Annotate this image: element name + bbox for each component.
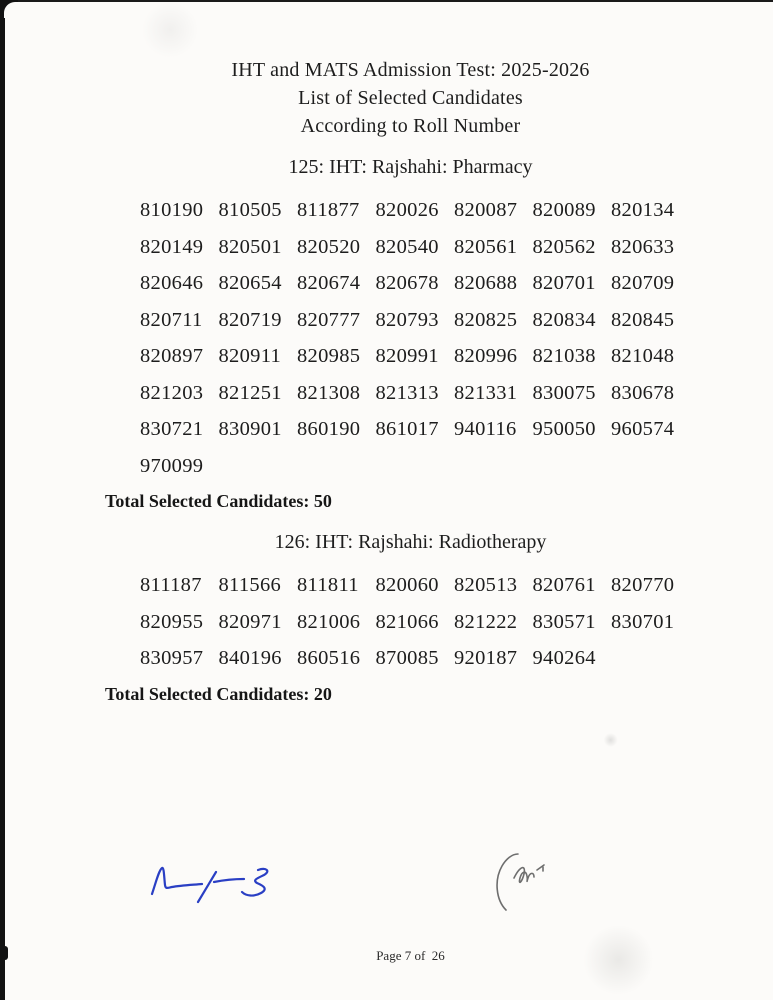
roll-number: 820777: [297, 308, 361, 331]
roll-number: 820825: [454, 308, 518, 331]
section-heading-radiotherapy: 126: IHT: Rajshahi: Radiotherapy: [274, 531, 547, 553]
roll-number: 830721: [140, 418, 204, 440]
roll-number: 820845: [611, 308, 675, 331]
roll-number: 811811: [297, 574, 359, 596]
roll-number: 811566: [218, 574, 282, 596]
roll-number: 820834: [532, 308, 596, 331]
roll-number: 820561: [454, 235, 518, 258]
roll-number: 820633: [611, 235, 675, 258]
page-number: Page 7 of 26: [376, 948, 445, 963]
roll-number: 811877: [297, 199, 360, 221]
roll-number: 821308: [297, 381, 361, 404]
page-rounded-corner: [4, 2, 20, 18]
roll-number: 820520: [297, 235, 361, 258]
total-selected-radiotherapy: Total Selected Candidates: 20: [105, 683, 332, 704]
roll-number: 820711: [140, 308, 203, 331]
roll-number: 821006: [297, 610, 361, 633]
roll-number: 821038: [532, 345, 596, 367]
roll-number: 830075: [532, 381, 596, 404]
document-subtitle-2: According to Roll Number: [300, 115, 521, 137]
roll-number: 820646: [140, 272, 204, 294]
roll-number: 821048: [611, 345, 675, 367]
roll-number: 920187: [454, 647, 518, 669]
roll-number: 820770: [611, 574, 675, 596]
roll-number: 830901: [218, 418, 282, 440]
roll-number: 820501: [218, 235, 282, 258]
roll-number-grid-pharmacy: [140, 200, 773, 476]
roll-number: 810190: [140, 199, 204, 221]
roll-number: 820719: [218, 308, 282, 331]
roll-number: 821251: [218, 381, 282, 404]
roll-number: 820026: [375, 199, 439, 221]
document-title: IHT and MATS Admission Test: 2025-2026: [231, 59, 590, 81]
left-signature-ink: [146, 858, 278, 910]
roll-number: 940264: [532, 647, 596, 669]
roll-number: 820149: [140, 235, 204, 258]
roll-number: 940116: [454, 418, 517, 440]
roll-number: 820971: [218, 610, 282, 633]
roll-number: 840196: [218, 647, 282, 669]
roll-number: 830571: [532, 610, 596, 633]
roll-number: 820540: [375, 235, 439, 258]
roll-number: 830678: [611, 381, 675, 404]
roll-number: 820991: [375, 345, 439, 367]
roll-number: 820087: [454, 199, 518, 221]
roll-number: 821203: [140, 381, 204, 404]
roll-number: 820996: [454, 345, 518, 367]
roll-number: 820761: [532, 574, 596, 596]
roll-number: 960574: [611, 418, 675, 440]
roll-number: 830701: [611, 610, 675, 633]
roll-number: 820897: [140, 345, 204, 367]
roll-number: 821313: [375, 381, 439, 404]
roll-number: 820709: [611, 272, 675, 294]
roll-number: 811187: [140, 574, 202, 596]
roll-number: 820654: [218, 272, 282, 294]
right-signature-ink: [490, 848, 558, 926]
scan-edge-top: [0, 0, 773, 2]
roll-number: 950050: [532, 418, 596, 440]
roll-number: 870085: [375, 647, 439, 669]
section-heading-pharmacy: 125: IHT: Rajshahi: Pharmacy: [288, 156, 533, 178]
roll-number: 970099: [140, 454, 204, 477]
roll-number: 820678: [375, 272, 439, 294]
roll-number: 821222: [454, 610, 518, 633]
roll-number: 861017: [375, 418, 439, 440]
roll-number: 820060: [375, 574, 439, 596]
roll-number: 820674: [297, 272, 361, 294]
roll-number: 820562: [532, 235, 596, 258]
roll-number: 821066: [375, 610, 439, 633]
roll-number: 820985: [297, 345, 361, 367]
roll-number: 821331: [454, 381, 518, 404]
roll-number: 820793: [375, 308, 439, 331]
roll-number: 820089: [532, 199, 596, 221]
roll-number: 820134: [611, 199, 675, 221]
roll-number: 820513: [454, 574, 518, 596]
roll-number: 820911: [218, 345, 282, 367]
total-selected-pharmacy: Total Selected Candidates: 50: [105, 491, 332, 511]
roll-number: 860190: [297, 418, 361, 440]
document-subtitle: List of Selected Candidates: [298, 87, 523, 109]
roll-number: 810505: [218, 199, 282, 221]
roll-number: 830957: [140, 647, 204, 669]
scan-edge-left: [0, 0, 5, 1000]
roll-number: 860516: [297, 647, 361, 669]
roll-number: 820701: [532, 272, 596, 294]
document-header: [0, 0, 773, 140]
roll-number: 820955: [140, 610, 204, 633]
roll-number: 820688: [454, 272, 518, 294]
roll-number-grid-radiotherapy: [140, 575, 773, 669]
